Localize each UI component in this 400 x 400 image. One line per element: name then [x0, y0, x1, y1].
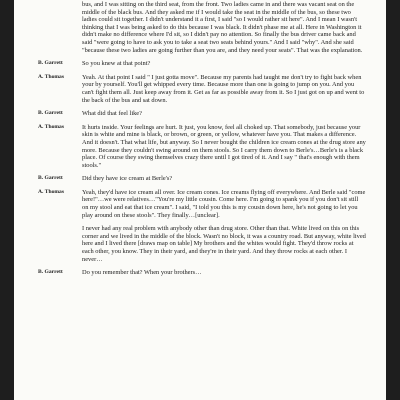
transcript-text: Did they have ice cream at Berle's? [82, 175, 173, 183]
transcript-page [14, 0, 386, 400]
transcript-text: I never had any real problem with anybody other than drug store. Other than that. White lived on this on this corner and we lived in the middle of the block. Wasn't no block, it was a country road. But anyway, white lived here and I lived there [draws map on table] My brothers and the whites would fight. They'd throw rocks at each other, you know. They in their yard, and they're in their yard. And they throw rocks at each other. I never… [82, 225, 366, 263]
transcript-entry [38, 225, 366, 263]
transcript-entry [38, 189, 366, 219]
transcript-text: Do you remember that? When your brothers… [82, 269, 202, 277]
speaker-label: B. Garrett [38, 175, 63, 182]
transcript-entry [38, 1, 366, 54]
transcript-text: Yeah, they'd have ice cream all over. Ice cream cones. Ice creams flying off everywhere. And Berle said "come here!"…we were relatives…"You're my little cousin. Come here. I'm going to spank you if you don't sit still on my stool and eat that ice cream". I said, "I told you this is my cousin down here, he's not going to let you play around on these stools". They finally…[unclear]. [82, 188, 366, 219]
transcript-text: It hurts inside. Your feelings are hurt. It just, you know, feel all choked up. That somebody, just because your skin is white and mine is black, or brown, or green, or yellow, whatever have you. That makes a difference. And it doesn't. That what life, but anyway. So I never bought the children ice cream cones at the drug store any more. Because they couldn't swing around on them stools. So I carry them down to Berle's…Berle's is a black place. Of course they swing themselves crazy there until I got tired of it. And I say " that's enough with them stools." [82, 123, 366, 169]
transcript-text: Yeah. At that point I said " I just gotta move". Because my parents had taught me don't try to fight back when your by yourself. You'll get whipped every time. Because more than one is going to jump on you. And you can't fight them all. Just keep away from it. Get as far as possible away from it. So I just got on up and went to the back of the bus and sat down. [82, 73, 365, 104]
speaker-label: A. Thomas [38, 188, 65, 195]
transcript-entry [38, 60, 366, 68]
transcript-entry [38, 269, 366, 277]
transcript-entry [38, 175, 366, 183]
transcript-entry [38, 110, 366, 118]
speaker-label: B. Garrett [38, 269, 63, 276]
transcript-text: What did that feel like? [82, 110, 142, 118]
transcript-text: bus, and I was sitting on the third seat, from the front. Two ladies came in and there was vacant seat on the middle of the black bus. And they asked me if I would take the seat in the middle of the bus, so these two ladies could sit together. I didn't understand it a first, I said "so I would rather sit here". And I mean I wasn't thinking that I was being asked to do this because I was black. It didn't phase me at all. Here in Washington it didn't make no difference where I'd sit, so I didn't pay no attention. So finally the bus driver came back and said "were going to have to ask you to take a seat two seats behind yours." And I said "why". And she said "because these two ladies are going further than you are, and they need your seats". That was the explanation. [82, 1, 363, 54]
speaker-label: A. Thomas [38, 123, 65, 130]
transcript-text: So you knew at that point? [82, 60, 151, 68]
transcript-entry [38, 74, 366, 104]
speaker-label: A. Thomas [38, 73, 65, 80]
speaker-label: B. Garrett [38, 60, 63, 67]
speaker-label: B. Garrett [38, 110, 63, 117]
transcript-entry [38, 124, 366, 170]
